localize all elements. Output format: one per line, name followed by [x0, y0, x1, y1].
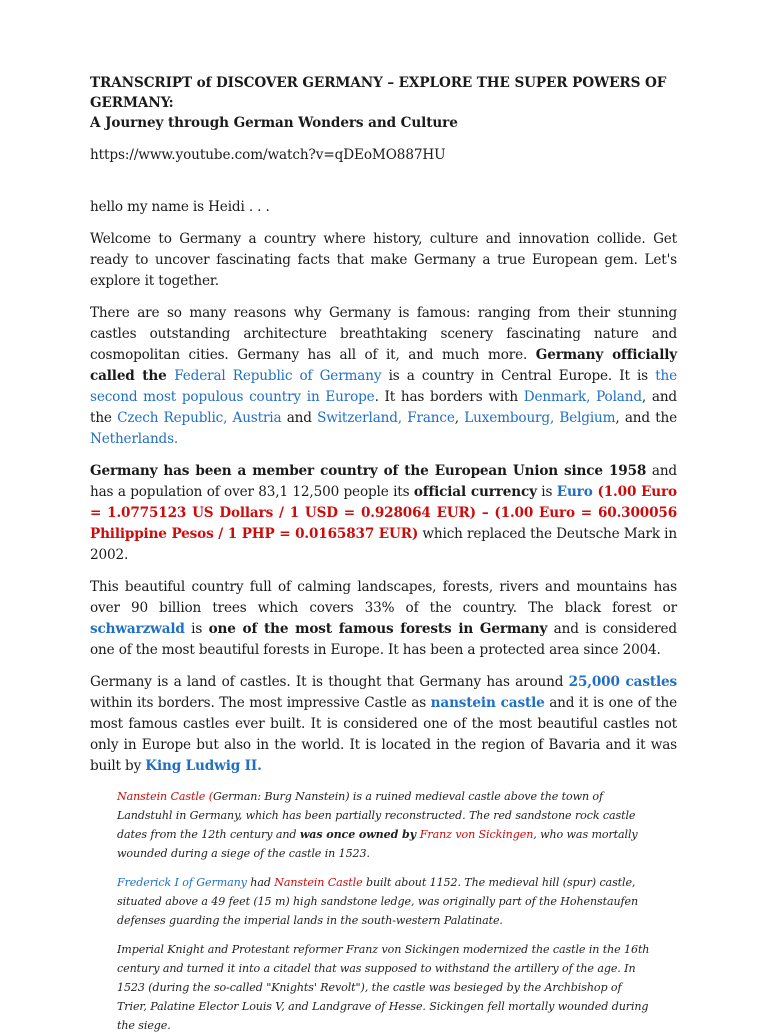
text-span: . It has borders with: [374, 389, 524, 405]
youtube-url[interactable]: https://www.youtube.com/watch?v=qDEoMO887HU: [90, 147, 446, 163]
paragraph-castles: [90, 672, 677, 777]
link-luxembourg-belgium[interactable]: Luxembourg, Belgium: [464, 410, 616, 426]
link-switzerland-france[interactable]: Switzerland, France: [317, 410, 455, 426]
red-span: Nanstein Castle: [274, 876, 363, 889]
link-federal-republic[interactable]: Federal Republic of Germany: [174, 368, 382, 384]
text-span: This beautiful country full of calming landscapes, forests, rivers and mountains has over 90 billion trees which covers 33% of the country. The black forest or: [90, 579, 677, 616]
text-span: , and the: [90, 389, 677, 426]
note-nanstein: [117, 787, 650, 863]
text-span: German: Burg Nanstein) is a ruined medieval castle above the town of Landstuhl in Germany, which has been partially reconstructed. The red sandstone rock castle dates from the 12th century and: [117, 790, 636, 841]
text-span: ,: [454, 410, 465, 426]
text-span: and it is one of the most famous castles ever built. It is considered one of the most beautiful castles not only in Europe but also in the world. It is located in the region of Bavaria and it was built by: [90, 695, 677, 774]
red-span: Nanstein Castle (: [117, 790, 213, 803]
note-sickingen: Imperial Knight and Protestant reformer Franz von Sickingen modernized the castle in the 16th century and turned it into a citadel that was supposed to withstand the artillery of the age. In 1523 (during the so-called "Knights' Revolt"), the castle was besieged by the Archbishop of Trier, Palatine Elector Louis V, and Landgrave of Hesse. Sickingen fell mortally wounded during the siege.: [117, 943, 650, 1032]
link-netherlands[interactable]: Netherlands.: [90, 431, 179, 447]
bold-span: Germany has been a member country of the European Union since 1958: [90, 463, 647, 479]
link-populous[interactable]: the second most populous country in Europe: [90, 368, 678, 405]
link-25000-castles[interactable]: 25,000 castles: [568, 674, 677, 690]
link-nanstein-castle[interactable]: nanstein castle: [430, 695, 545, 711]
text-span: within its borders. The most impressive Castle as: [90, 695, 431, 711]
bold-span: official currency: [413, 484, 537, 500]
text-span: and is considered one of the most beautiful forests in Europe. It has been a protected area since 2004.: [90, 621, 677, 658]
text-span: , who was mortally wounded during a siege of the castle in 1523.: [117, 828, 638, 860]
bold-span: one of the most famous forests in Germany: [208, 621, 548, 637]
exchange-rates: (1.00 Euro = 1.0775123 US Dollars / 1 USD = 0.928064 EUR) – (1.00 Euro = 60.300056 Philippine Pesos / 1 PHP = 0.0165837 EUR): [90, 484, 677, 542]
text-span: Germany is a land of castles. It is thought that Germany has around: [90, 674, 569, 690]
text-span: is a country in Central Europe. It is: [381, 368, 656, 384]
text-span: is: [536, 484, 557, 500]
bold-span: Germany officially called the: [90, 347, 677, 384]
text-span: , and the: [615, 410, 678, 426]
text-span: There are so many reasons why Germany is famous: ranging from their stunning castles outstanding architecture breathtaking scenery fascinating nature and cosmopolitan cities. Germany has all of it, and much more.: [90, 305, 677, 363]
link-czech-austria[interactable]: Czech Republic, Austria: [117, 410, 282, 426]
text-span: is: [184, 621, 209, 637]
text-span: and has a population of over 83,1 12,500 people its: [90, 463, 677, 500]
greeting: hello my name is Heidi . . .: [90, 199, 270, 215]
title-line-2: A Journey through German Wonders and Culture: [90, 115, 458, 131]
bold-span: was once owned by: [299, 828, 420, 841]
link-schwarzwald[interactable]: schwarzwald: [90, 621, 185, 637]
link-frederick[interactable]: Frederick I of Germany: [117, 876, 247, 889]
quoted-notes: [117, 787, 650, 1035]
link-king-ludwig[interactable]: King Ludwig II.: [145, 758, 262, 774]
paragraph-forests: [90, 577, 677, 661]
document-body: [90, 73, 677, 1035]
title-line-1: TRANSCRIPT of DISCOVER GERMANY – EXPLORE THE SUPER POWERS OF GERMANY:: [90, 75, 667, 111]
text-span: had: [246, 876, 275, 889]
text-span: built about 1152. The medieval hill (spur) castle, situated above a 49 feet (15 m) high sandstone ledge, was originally part of the Hohenstaufen defenses guarding the imperial lands in the south-western Palatinate.: [117, 876, 639, 927]
note-frederick: [117, 873, 650, 930]
text-span: and: [281, 410, 318, 426]
paragraph-welcome: Welcome to Germany a country where history, culture and innovation collide. Get ready to uncover fascinating facts that make Germany a true European gem. Let's explore it together.: [90, 231, 677, 289]
red-span: Franz von Sickingen: [419, 828, 534, 841]
paragraph-why-famous: [90, 303, 677, 450]
link-euro[interactable]: Euro: [556, 484, 593, 500]
document-title: [90, 73, 677, 133]
paragraph-eu-currency: [90, 461, 677, 566]
link-denmark-poland[interactable]: Denmark, Poland: [523, 389, 642, 405]
text-span: which replaced the Deutsche Mark in 2002.: [90, 526, 677, 563]
